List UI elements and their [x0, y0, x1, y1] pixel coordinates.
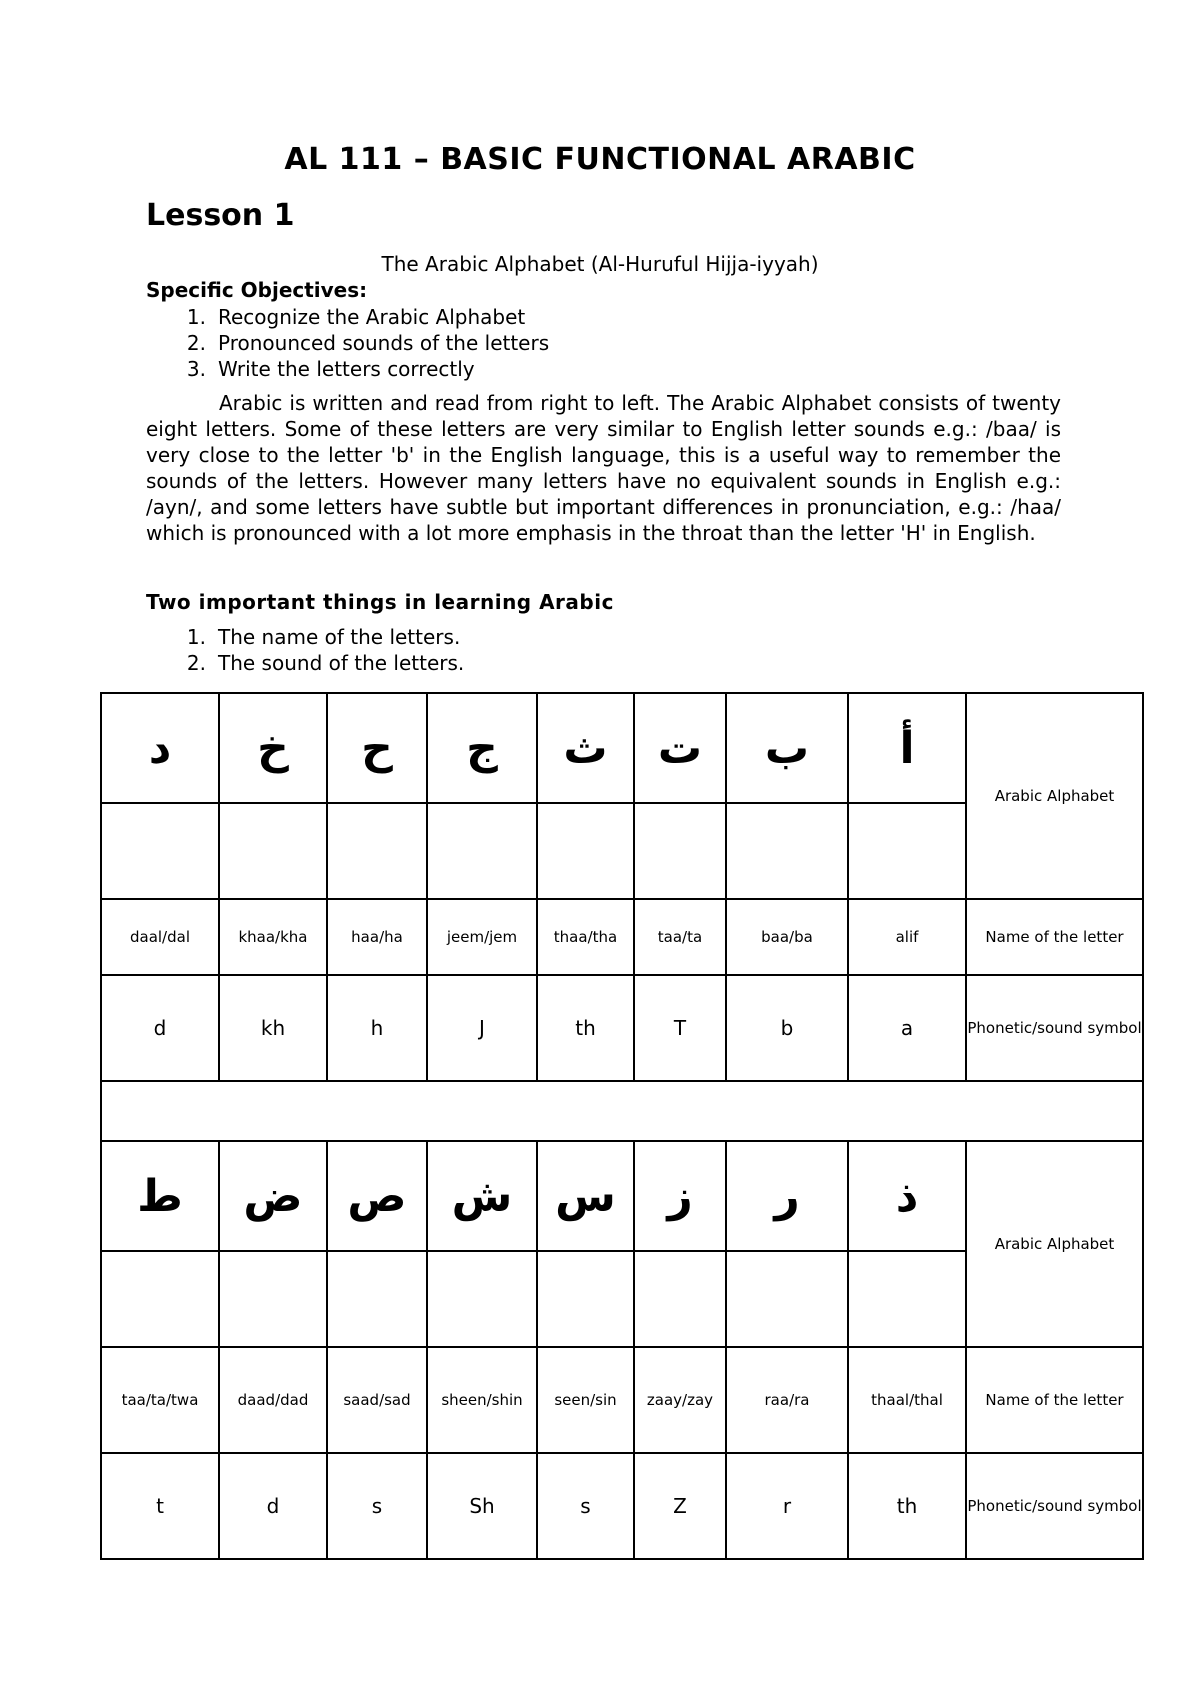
arabic-letter: ر: [726, 1141, 848, 1251]
list-text: The sound of the letters.: [218, 651, 465, 675]
arabic-letter: ت: [634, 693, 726, 803]
letter-name: alif: [848, 899, 966, 975]
list-item: [146, 624, 464, 650]
letter-name: zaay/zay: [634, 1347, 726, 1453]
list-item: [146, 356, 549, 382]
arabic-letter: أ: [848, 693, 966, 803]
letter-sound: Sh: [427, 1453, 537, 1559]
letter-sound: s: [537, 1453, 634, 1559]
blank-cell: [537, 803, 634, 899]
important-heading: Two important things in learning Arabic: [146, 590, 614, 614]
letter-sound: th: [537, 975, 634, 1081]
list-text: Recognize the Arabic Alphabet: [218, 305, 526, 329]
letter-name: khaa/kha: [219, 899, 327, 975]
arabic-letter: ض: [219, 1141, 327, 1251]
list-item: [146, 304, 549, 330]
table-row-letters: [101, 693, 1143, 803]
letter-sound: J: [427, 975, 537, 1081]
letter-sound: d: [219, 1453, 327, 1559]
table-row-letters: [101, 1141, 1143, 1251]
row-label-sound: Phonetic/sound symbol: [966, 1453, 1143, 1559]
arabic-letter: س: [537, 1141, 634, 1251]
letter-sound: s: [327, 1453, 427, 1559]
blank-cell: [537, 1251, 634, 1347]
alphabet-table: [100, 692, 1144, 1560]
arabic-letter: ث: [537, 693, 634, 803]
blank-cell: [726, 803, 848, 899]
letter-name: taa/ta/twa: [101, 1347, 219, 1453]
table-row-sounds: [101, 975, 1143, 1081]
letter-sound: h: [327, 975, 427, 1081]
lesson-heading: Lesson 1: [146, 198, 295, 233]
blank-cell: [726, 1251, 848, 1347]
letter-name: seen/sin: [537, 1347, 634, 1453]
arabic-letter: د: [101, 693, 219, 803]
row-label-name: Name of the letter: [966, 1347, 1143, 1453]
blank-cell: [427, 1251, 537, 1347]
document-title: AL 111 – BASIC FUNCTIONAL ARABIC: [284, 142, 916, 177]
list-number: 1.: [186, 305, 206, 329]
lesson-subtitle: The Arabic Alphabet (Al-Huruful Hijja-iyyah): [381, 252, 819, 276]
letter-name: raa/ra: [726, 1347, 848, 1453]
letter-sound: kh: [219, 975, 327, 1081]
arabic-letter: ب: [726, 693, 848, 803]
blank-cell: [848, 803, 966, 899]
blank-cell: [101, 803, 219, 899]
list-text: The name of the letters.: [218, 625, 461, 649]
arabic-letter: خ: [219, 693, 327, 803]
row-label-sound: Phonetic/sound symbol: [966, 975, 1143, 1081]
letter-sound: r: [726, 1453, 848, 1559]
blank-cell: [219, 1251, 327, 1347]
letter-name: baa/ba: [726, 899, 848, 975]
letter-sound: a: [848, 975, 966, 1081]
letter-name: daad/dad: [219, 1347, 327, 1453]
table-row-spacer: [101, 1081, 1143, 1141]
table-row-sounds: [101, 1453, 1143, 1559]
letter-name: sheen/shin: [427, 1347, 537, 1453]
row-label-name: Name of the letter: [966, 899, 1143, 975]
letter-name: saad/sad: [327, 1347, 427, 1453]
arabic-letter: ط: [101, 1141, 219, 1251]
blank-cell: [219, 803, 327, 899]
arabic-letter: ج: [427, 693, 537, 803]
arabic-letter: ش: [427, 1141, 537, 1251]
arabic-letter: ز: [634, 1141, 726, 1251]
blank-cell: [101, 1251, 219, 1347]
arabic-letter: ح: [327, 693, 427, 803]
letter-sound: T: [634, 975, 726, 1081]
letter-name: thaal/thal: [848, 1347, 966, 1453]
letter-name: daal/dal: [101, 899, 219, 975]
objectives-list: [146, 304, 549, 382]
letter-sound: d: [101, 975, 219, 1081]
arabic-letter: ص: [327, 1141, 427, 1251]
blank-cell: [848, 1251, 966, 1347]
list-text: Pronounced sounds of the letters: [218, 331, 550, 355]
blank-cell: [327, 1251, 427, 1347]
row-label-alphabet: Arabic Alphabet: [966, 693, 1143, 899]
blank-cell: [327, 803, 427, 899]
intro-paragraph: Arabic is written and read from right to left. The Arabic Alphabet consists of twenty eight letters. Some of these letters are very similar to English letter sounds e.g.: /baa/ is very close to the letter 'b' in the English language, this is a useful way to remember the sounds of the letters. However many letters have no equivalent sounds in English e.g.: /ayn/, and some letters have subtle but important differences in pronunciation, e.g.: /haa/ which is pronounced with a lot more emphasis in the throat than the letter 'H' in English.: [146, 391, 1061, 545]
objectives-heading: Specific Objectives:: [146, 278, 368, 302]
row-label-alphabet: Arabic Alphabet: [966, 1141, 1143, 1347]
spacer-cell: [101, 1081, 1143, 1141]
letter-sound: b: [726, 975, 848, 1081]
blank-cell: [427, 803, 537, 899]
list-number: 2.: [186, 651, 206, 675]
letter-name: haa/ha: [327, 899, 427, 975]
list-text: Write the letters correctly: [218, 357, 475, 381]
blank-cell: [634, 803, 726, 899]
letter-name: jeem/jem: [427, 899, 537, 975]
list-number: 3.: [186, 357, 206, 381]
letter-sound: Z: [634, 1453, 726, 1559]
letter-name: taa/ta: [634, 899, 726, 975]
table-row-names: [101, 1347, 1143, 1453]
important-list: [146, 624, 464, 676]
letter-sound: th: [848, 1453, 966, 1559]
list-item: [146, 330, 549, 356]
letter-name: thaa/tha: [537, 899, 634, 975]
table-row-names: [101, 899, 1143, 975]
list-number: 2.: [186, 331, 206, 355]
letter-sound: t: [101, 1453, 219, 1559]
blank-cell: [634, 1251, 726, 1347]
list-number: 1.: [186, 625, 206, 649]
arabic-letter: ذ: [848, 1141, 966, 1251]
list-item: [146, 650, 464, 676]
